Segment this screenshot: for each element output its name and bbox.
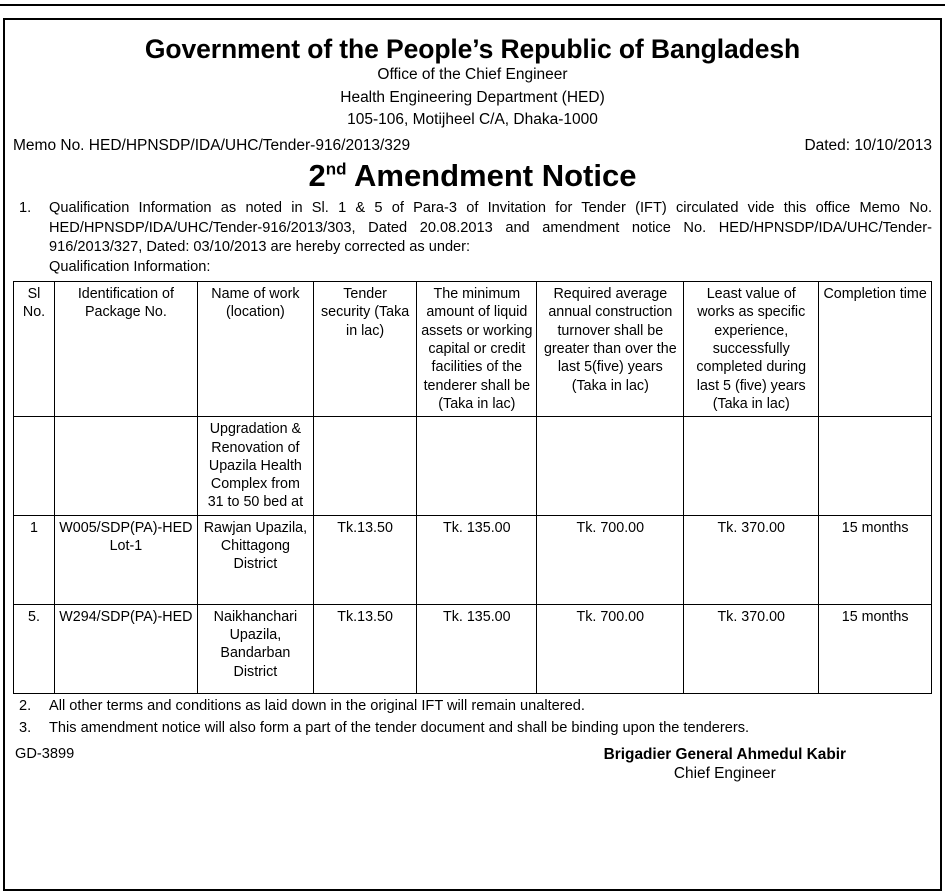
notice-title-number: 2 (308, 157, 326, 193)
cell-turnover: Tk. 700.00 (537, 604, 684, 693)
clause-2 (13, 696, 932, 716)
clause-1-body (49, 199, 932, 277)
clause-1-subhead: Qualification Information: (49, 258, 211, 275)
table-row (14, 515, 932, 604)
cell-completion: 15 months (819, 515, 932, 604)
page-title (13, 159, 932, 193)
cell-experience: Tk. 370.00 (684, 515, 819, 604)
group-cell-name-of-work: Upgradation & Renovation of Upazila Health Complex from 31 to 50 bed at (197, 417, 313, 515)
group-cell-package (55, 417, 198, 515)
clause-2-number: 2. (19, 697, 32, 714)
cell-location: Rawjan Upazila, Chittagong District (197, 515, 313, 604)
column-header-sl: Sl No. (14, 282, 55, 417)
clause-1 (13, 199, 932, 277)
gd-number: GD-3899 (15, 745, 75, 762)
group-cell-sl (14, 417, 55, 515)
column-header-experience: Least value of works as specific experience, successfully completed during last 5 (five) years (Taka in lac) (684, 282, 819, 417)
column-header-tender-security: Tender security (Taka in lac) (314, 282, 417, 417)
signature-block (13, 746, 932, 784)
signatory (604, 746, 932, 784)
department-line: Health Engineering Department (HED) (340, 88, 605, 106)
group-cell-experience (684, 417, 819, 515)
clause-2-text: All other terms and conditions as laid down in the original IFT will remain unaltered. (49, 697, 585, 714)
table-row (14, 604, 932, 693)
memo-row (13, 137, 932, 155)
clause-1-number: 1. (19, 199, 32, 216)
cell-turnover: Tk. 700.00 (537, 515, 684, 604)
column-header-name-of-work: Name of work (location) (197, 282, 313, 417)
signatory-designation: Chief Engineer (673, 765, 776, 783)
address-line: 105-106, Motijheel C/A, Dhaka-1000 (347, 111, 598, 129)
memo-date: Dated: 10/10/2013 (804, 136, 932, 154)
top-rule (0, 4, 945, 6)
cell-liquid: Tk. 135.00 (417, 515, 537, 604)
memo-number: Memo No. HED/HPNSDP/IDA/UHC/Tender-916/2013/329 (13, 136, 411, 154)
cell-package: W294/SDP(PA)-HED (55, 604, 198, 693)
cell-sl: 5. (14, 604, 55, 693)
column-header-package: Identification of Package No. (55, 282, 198, 417)
clause-3-text: This amendment notice will also form a part of the tender document and shall be binding upon the tenderers. (49, 720, 750, 737)
cell-security: Tk.13.50 (314, 604, 417, 693)
signatory-name: Brigadier General Ahmedul Kabir (603, 745, 846, 763)
group-cell-turnover (537, 417, 684, 515)
qualification-table (13, 281, 932, 694)
notice-title-ordinal: nd (325, 159, 347, 179)
group-cell-security (314, 417, 417, 515)
clause-1-text: Qualification Information as noted in Sl. 1 & 5 of Para-3 of Invitation for Tender (IFT) circulated vide this office Memo No. HED/HPNSDP/IDA/UHC/Tender-916/2013/303, Dated 20.08.2013 and amendment notice No. HED/HPNSDP/IDA/UHC/Tender-916/2013/327, Dated: 03/10/2013 are hereby corrected as under: (49, 199, 932, 256)
cell-completion: 15 months (819, 604, 932, 693)
document-page (0, 4, 945, 893)
cell-security: Tk.13.50 (314, 515, 417, 604)
clause-3-number: 3. (19, 720, 32, 737)
cell-experience: Tk. 370.00 (684, 604, 819, 693)
cell-sl: 1 (14, 515, 55, 604)
table-row-group (14, 417, 932, 515)
notice-title-text: Amendment Notice (346, 157, 637, 193)
table-header-row (14, 282, 932, 417)
column-header-liquid-assets: The minimum amount of liquid assets or working capital or credit facilities of the tenderer shall be (Taka in lac) (417, 282, 537, 417)
government-title: Government of the People’s Republic of Bangladesh (144, 34, 801, 64)
office-line: Office of the Chief Engineer (377, 66, 568, 84)
group-cell-liquid (417, 417, 537, 515)
column-header-turnover: Required average annual construction turnover shall be greater than over the last 5(five) years (Taka in lac) (537, 282, 684, 417)
column-header-completion-time: Completion time (819, 282, 932, 417)
cell-location: Naikhanchari Upazila, Bandarban District (197, 604, 313, 693)
notice-frame (3, 18, 942, 891)
cell-liquid: Tk. 135.00 (417, 604, 537, 693)
clause-3 (13, 718, 932, 738)
cell-package: W005/SDP(PA)-HED Lot-1 (55, 515, 198, 604)
group-cell-completion (819, 417, 932, 515)
